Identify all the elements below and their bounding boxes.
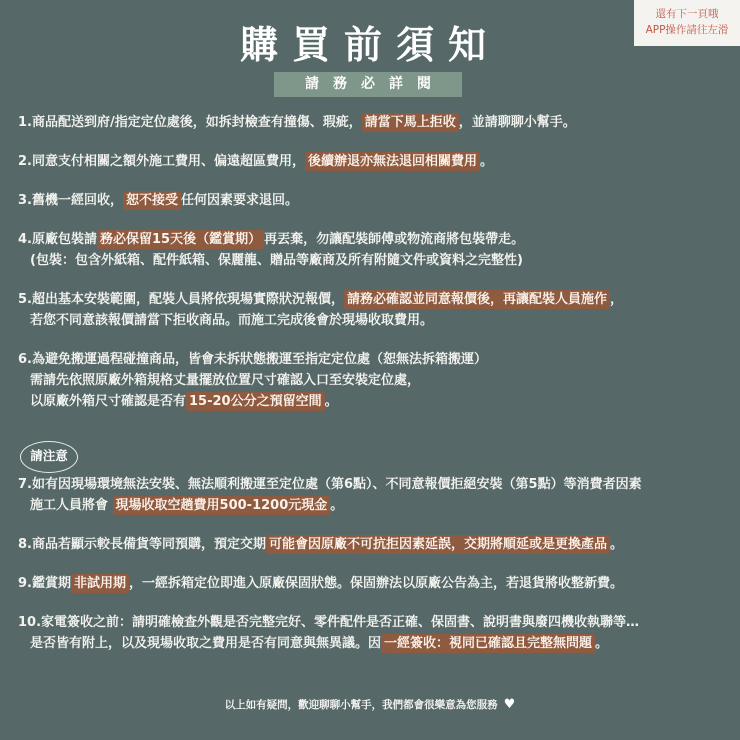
text: 1.商品配送到府/指定定位處後，如拆封檢查有撞傷、瑕疵， (18, 115, 362, 130)
notice-item-9 (18, 573, 733, 594)
page-subtitle: 請務必詳閱 (274, 72, 462, 97)
text: 施工人員將會 (30, 498, 113, 513)
text: 。 (610, 537, 624, 552)
text: 4.原廠包裝請 (18, 232, 97, 247)
notice-item-10 (18, 612, 733, 654)
highlight: 務必保留15天後（鑑賞期） (97, 230, 264, 249)
text: 2.同意支付相關之額外施工費用、偏遠超區費用， (18, 154, 305, 169)
text: 10.家電簽收之前：請明確檢查外觀是否完整完好、零件配件是否正確、保固書、說明書與廢四機收執聯等… (18, 615, 640, 630)
next-page-note-line1: 還有下一頁哦 (655, 8, 719, 20)
notice-item-6 (18, 349, 733, 412)
notice-item-1 (18, 112, 733, 133)
text: 3.舊機一經回收， (18, 193, 123, 208)
text: 任何因素要求退回。 (181, 193, 299, 208)
next-page-note-line2: APP操作請往左滑 (645, 24, 729, 36)
notice-item-2 (18, 151, 733, 172)
text: 是否皆有附上，以及現場收取之費用是否有同意與無異議。因 (30, 636, 382, 651)
notice-item-7 (18, 474, 733, 516)
text: ，並請聊聊小幫手。 (458, 115, 576, 130)
highlight: 一經簽收：視同已確認且完整無問題 (381, 634, 595, 653)
highlight: 可能會因原廠不可抗拒因素延誤，交期將順延或是更換產品 (266, 535, 610, 554)
text: 以原廠外箱尺寸確認是否有 (30, 394, 187, 409)
text: 8.商品若顯示較長備貨等同預購，預定交期 (18, 537, 266, 552)
footer-text: 以上如有疑問，歡迎聊聊小幫手，我們都會很樂意為您服務 (224, 699, 498, 711)
highlight: 現場收取空趟費用500-1200元現金 (113, 496, 331, 515)
highlight: 請務必確認並同意報價後，再讓配裝人員施作 (344, 290, 610, 309)
text: ，一經拆箱定位即進入原廠保固狀態。保固辦法以原廠公告為主，若退貨將收整新費。 (129, 576, 624, 591)
text: 。 (480, 154, 494, 169)
item-line3 (18, 391, 733, 412)
text: 。 (324, 394, 338, 409)
notice-list (18, 112, 733, 654)
item-line2: 若您不同意該報價請當下拒收商品。而施工完成後會於現場收取費用。 (30, 313, 434, 328)
item-line2: 需請先依照原廠外箱規格丈量擺放位置尺寸確認入口至安裝定位處， (30, 373, 421, 388)
highlight: 後續辦退亦無法退回相關費用 (305, 152, 480, 171)
footer (0, 697, 740, 712)
text: ， (610, 292, 624, 307)
heart-icon: ♥ (503, 697, 516, 712)
item-line2 (18, 633, 733, 654)
page-title: 購買前須知 (239, 23, 500, 67)
highlight: 恕不接受 (123, 191, 181, 210)
highlight: 請當下馬上拒收 (362, 113, 459, 132)
notice-badge: 請注意 (20, 441, 78, 473)
item-line2 (18, 495, 733, 516)
notice-item-5 (18, 289, 733, 331)
notice-item-4 (18, 229, 733, 271)
text: 。 (330, 498, 344, 513)
item-line2: (包裝：包含外紙箱、配件紙箱、保麗龍、贈品等廠商及所有附隨文件或資料之完整性) (30, 253, 523, 268)
highlight: 15-20公分之預留空間 (186, 392, 325, 411)
text: 6.為避免搬運過程碰撞商品，皆會未拆狀態搬運至指定定位處（恕無法拆箱搬運） (18, 352, 487, 367)
text: 再丟棄，勿讓配裝師傅或物流商將包裝帶走。 (264, 232, 525, 247)
text: 9.鑑賞期 (18, 576, 71, 591)
notice-item-8 (18, 534, 733, 555)
notice-item-3 (18, 190, 733, 211)
text: 。 (595, 636, 609, 651)
text: 7.如有因現場環境無法安裝、無法順利搬運至定位處（第6點）、不同意報價拒絕安裝（第5點）等消費者因素 (18, 477, 642, 492)
text: 5.超出基本安裝範圍，配裝人員將依現場實際狀況報價， (18, 292, 344, 307)
highlight: 非試用期 (71, 574, 129, 593)
